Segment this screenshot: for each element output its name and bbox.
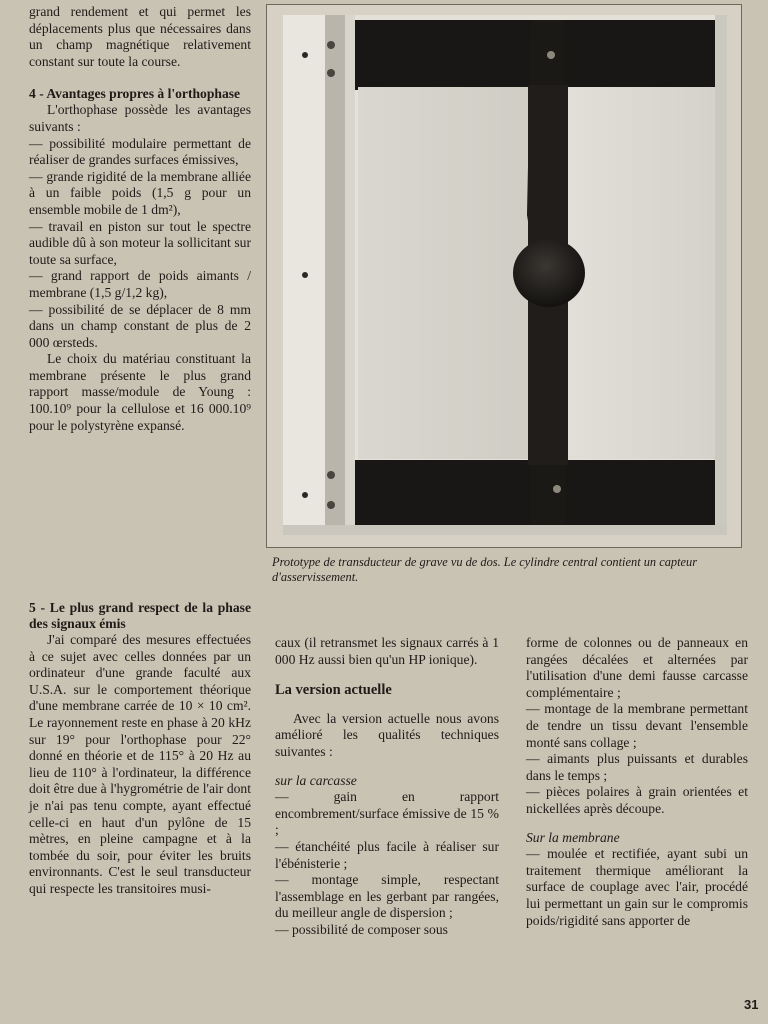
photo-illustration bbox=[283, 15, 727, 535]
page-number: 31 bbox=[744, 997, 759, 1012]
subheading: sur la carcasse bbox=[275, 772, 357, 788]
paragraph-intro: grand rendement et qui permet les déplacements plus que nécessaires dans un champ magnétique relativement constant sur toute la course. bbox=[29, 4, 251, 69]
section-heading-5: 5 - Le plus grand respect de la phase des signaux émis bbox=[29, 600, 251, 631]
figure bbox=[266, 4, 742, 548]
figure-caption: Prototype de transducteur de grave vu de dos. Le cylindre central contient un capteur d'asservissement. bbox=[272, 555, 698, 584]
list-item: — gain en rapport encombrement/surface émissive de 15 % ; bbox=[275, 789, 499, 838]
column-1-lower bbox=[29, 600, 251, 898]
list-item: — aimants plus puissants et durables dans le temps ; bbox=[526, 751, 748, 783]
list-item: — étanchéité plus facile à réaliser sur l'ébénisterie ; bbox=[275, 838, 499, 871]
paragraph: Avec la version actuelle nous avons amélioré les qualités techniques suivantes : bbox=[275, 710, 499, 759]
list-item: — montage de la membrane permettant de tendre un tissu devant l'ensemble monté sans collage ; bbox=[526, 701, 748, 750]
column-1 bbox=[29, 4, 251, 434]
paragraph: Le choix du matériau constituant la membrane présente le plus grand rapport masse/module de Young : 100.10⁹ pour la cellulose et 16 000.10⁹ pour le polystyrène expansé. bbox=[29, 351, 251, 433]
section-heading: La version actuelle bbox=[275, 682, 392, 699]
list-item: — grand rapport de poids aimants / membrane (1,5 g/1,2 kg), bbox=[29, 268, 251, 300]
loudspeaker-prototype-photo bbox=[283, 15, 727, 535]
paragraph: L'orthophase possède les avantages suivants : bbox=[29, 102, 251, 134]
column-3 bbox=[526, 635, 748, 929]
list-item: — moulée et rectifiée, ayant subi un traitement thermique améliorant la surface de couplage avec l'air, procédé lui permettant un gain sur le compromis poids/rigidité sans apporter de bbox=[526, 846, 748, 928]
list-item: — travail en piston sur tout le spectre audible dû à son moteur la sollicitant sur toute sa surface, bbox=[29, 218, 251, 267]
list-item: — montage simple, respectant l'assemblage en les gerbant par rangées, du meilleur angle de dispersion ; bbox=[275, 872, 499, 921]
list-item: — grande rigidité de la membrane alliée à un faible poids (1,5 g pour un ensemble mobile de 1 dm²), bbox=[29, 168, 251, 217]
section-heading-4: 4 - Avantages propres à l'orthophase bbox=[29, 86, 241, 102]
list-item: — possibilité modulaire permettant de réaliser de grandes surfaces émissives, bbox=[29, 135, 251, 168]
list-item: — possibilité de composer sous bbox=[275, 921, 448, 937]
paragraph: caux (il retransmet les signaux carrés à 1 000 Hz aussi bien qu'un HP ionique). bbox=[275, 635, 499, 667]
list-item: — pièces polaires à grain orientées et nickellées après découpe. bbox=[526, 784, 748, 816]
paragraph: forme de colonnes ou de panneaux en rangées décalées et alternées par l'utilisation d'une demi fausse carcasse complémentaire ; bbox=[526, 635, 748, 700]
list-item: — possibilité de se déplacer de 8 mm dans un champ constant de plus de 2 000 œrsteds. bbox=[29, 301, 251, 350]
subheading: Sur la membrane bbox=[526, 829, 620, 845]
column-2 bbox=[275, 635, 499, 939]
paragraph: J'ai comparé des mesures effectuées à ce sujet avec celles données par un ordinateur d'une grande faculté aux U.S.A. sur le comportement théorique d'une membrane carrée de 10 × 10 cm². Le rayonnement reste en phase à 20 kHz sur 19° pour l'orthophase pour 22° donné en théorie et de 115° à 20 Hz au lieu de 110° à l'ordinateur, la différence doit être due à l'hygrométrie de l'air dont je n'ai pas tenu compte, ayant effectué celle-ci en haut d'un pylône de 15 mètres, en pleine campagne et à la tombée du soir, pour éviter les bruits environnants. C'est le seul transducteur qui respecte les transitoires musi- bbox=[29, 632, 251, 896]
